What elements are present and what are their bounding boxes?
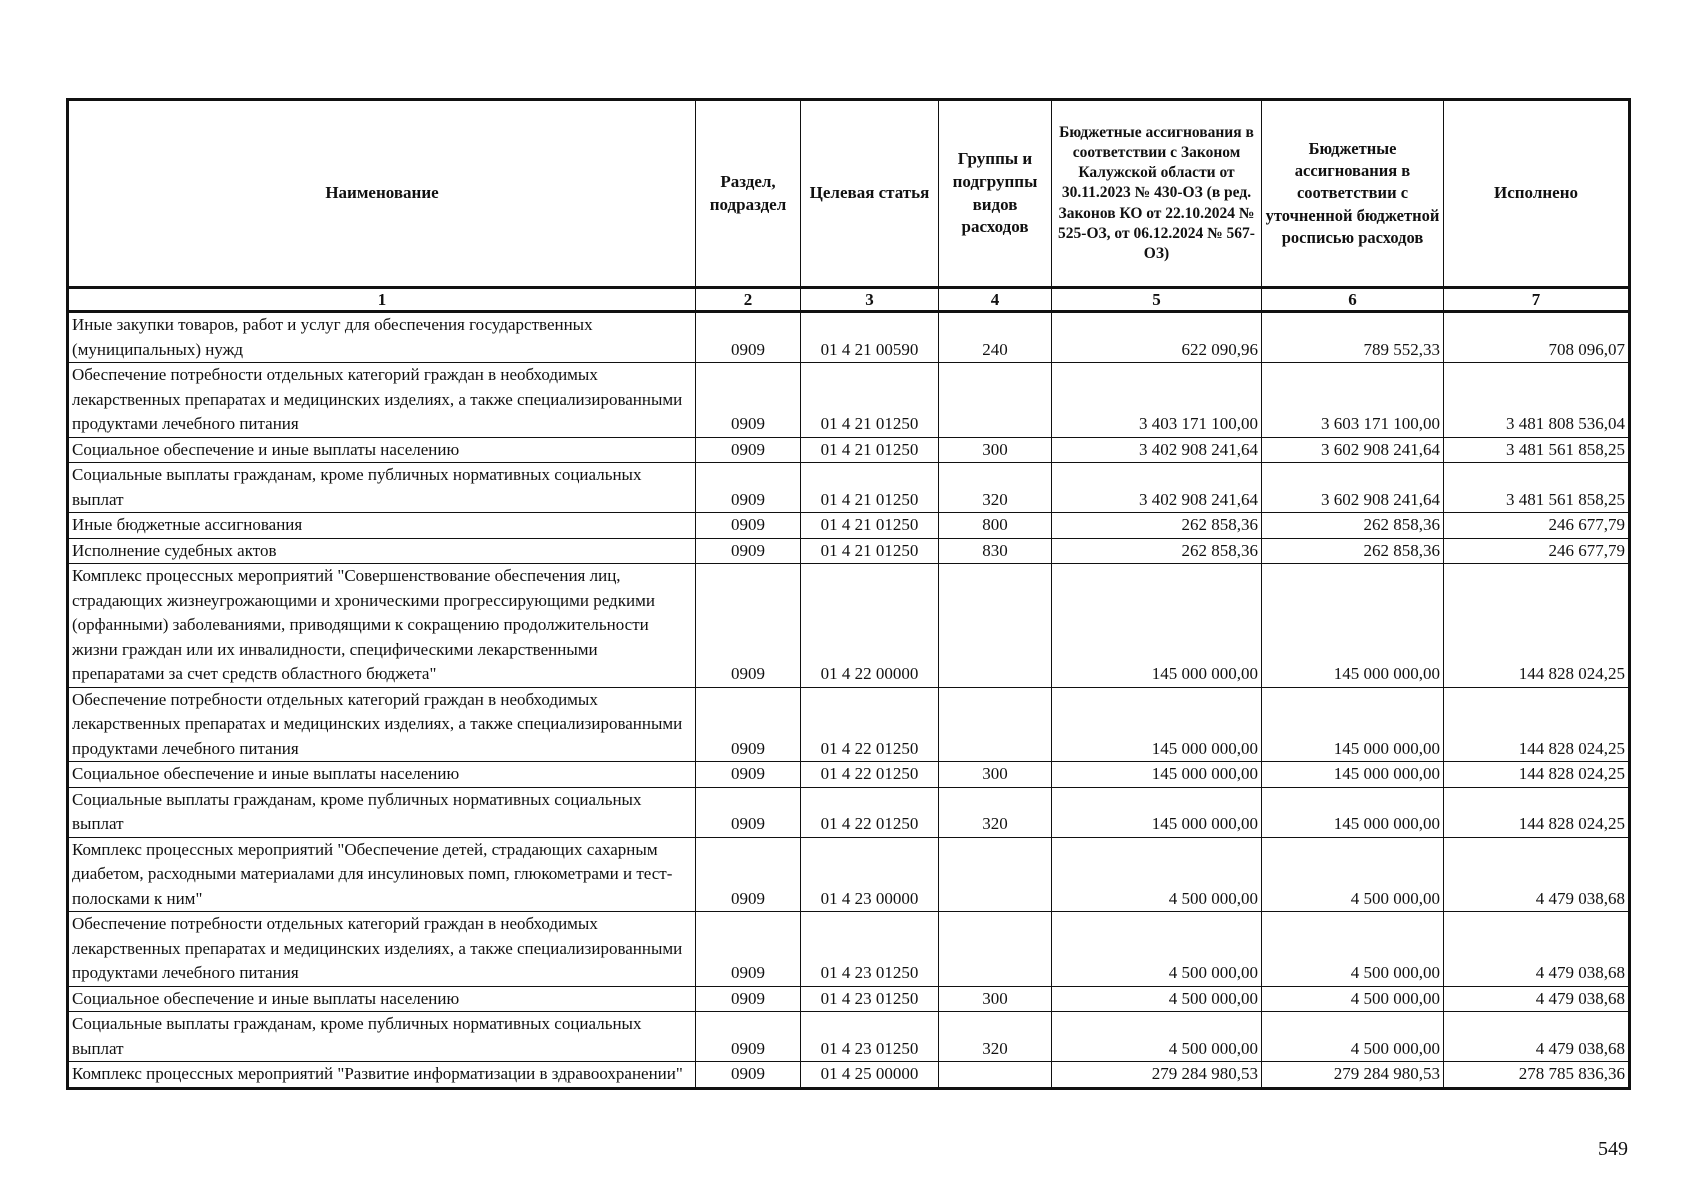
row-law-amount: 4 500 000,00 xyxy=(1052,986,1262,1012)
row-expense-group: 320 xyxy=(939,787,1052,837)
row-executed-amount: 144 828 024,25 xyxy=(1444,787,1630,837)
row-expense-group xyxy=(939,564,1052,688)
row-target-article: 01 4 23 01250 xyxy=(801,912,939,987)
row-law-amount: 145 000 000,00 xyxy=(1052,762,1262,788)
row-target-article: 01 4 23 01250 xyxy=(801,1012,939,1062)
row-name: Обеспечение потребности отдельных категорий граждан в необходимых лекарственных препаратах и медицинских изделиях, а также специализированными продуктами лечебного питания xyxy=(68,912,696,987)
row-law-amount: 4 500 000,00 xyxy=(1052,912,1262,987)
row-executed-amount: 144 828 024,25 xyxy=(1444,564,1630,688)
row-expense-group: 300 xyxy=(939,762,1052,788)
row-name: Социальное обеспечение и иные выплаты населению xyxy=(68,986,696,1012)
row-target-article: 01 4 22 00000 xyxy=(801,564,939,688)
row-section: 0909 xyxy=(696,1062,801,1089)
row-section: 0909 xyxy=(696,1012,801,1062)
row-refined-amount: 145 000 000,00 xyxy=(1262,787,1444,837)
row-target-article: 01 4 21 01250 xyxy=(801,538,939,564)
table-row xyxy=(68,363,1630,438)
row-section: 0909 xyxy=(696,437,801,463)
table-row xyxy=(68,1012,1630,1062)
row-refined-amount: 145 000 000,00 xyxy=(1262,687,1444,762)
row-target-article: 01 4 21 01250 xyxy=(801,363,939,438)
row-executed-amount: 4 479 038,68 xyxy=(1444,912,1630,987)
row-executed-amount: 4 479 038,68 xyxy=(1444,986,1630,1012)
table-row xyxy=(68,986,1630,1012)
row-name: Иные закупки товаров, работ и услуг для обеспечения государственных (муниципальных) нужд xyxy=(68,312,696,363)
row-name: Социальные выплаты гражданам, кроме публичных нормативных социальных выплат xyxy=(68,787,696,837)
row-law-amount: 145 000 000,00 xyxy=(1052,564,1262,688)
column-number: 2 xyxy=(696,288,801,312)
header-expense-groups: Группы и подгруппы видов расходов xyxy=(939,100,1052,288)
row-expense-group: 320 xyxy=(939,1012,1052,1062)
table-body xyxy=(68,312,1630,1089)
header-refined-allocations: Бюджетные ассигнования в соответствии с уточненной бюджетной росписью расходов xyxy=(1262,100,1444,288)
row-target-article: 01 4 21 01250 xyxy=(801,513,939,539)
row-law-amount: 262 858,36 xyxy=(1052,513,1262,539)
row-target-article: 01 4 21 01250 xyxy=(801,463,939,513)
row-refined-amount: 3 603 171 100,00 xyxy=(1262,363,1444,438)
row-target-article: 01 4 21 00590 xyxy=(801,312,939,363)
row-target-article: 01 4 22 01250 xyxy=(801,762,939,788)
row-name: Комплекс процессных мероприятий "Обеспечение детей, страдающих сахарным диабетом, расходными материалами для инсулиновых помп, глюкометрами и тест-полосками к ним" xyxy=(68,837,696,912)
row-name: Социальные выплаты гражданам, кроме публичных нормативных социальных выплат xyxy=(68,463,696,513)
row-executed-amount: 144 828 024,25 xyxy=(1444,762,1630,788)
row-refined-amount: 145 000 000,00 xyxy=(1262,564,1444,688)
row-section: 0909 xyxy=(696,912,801,987)
row-refined-amount: 4 500 000,00 xyxy=(1262,986,1444,1012)
table-header xyxy=(68,100,1630,312)
row-law-amount: 4 500 000,00 xyxy=(1052,837,1262,912)
column-number: 4 xyxy=(939,288,1052,312)
budget-table xyxy=(66,98,1631,1090)
row-executed-amount: 144 828 024,25 xyxy=(1444,687,1630,762)
row-target-article: 01 4 23 00000 xyxy=(801,837,939,912)
column-number: 1 xyxy=(68,288,696,312)
row-refined-amount: 279 284 980,53 xyxy=(1262,1062,1444,1089)
table-row xyxy=(68,312,1630,363)
row-name: Обеспечение потребности отдельных категорий граждан в необходимых лекарственных препаратах и медицинских изделиях, а также специализированными продуктами лечебного питания xyxy=(68,363,696,438)
row-expense-group: 800 xyxy=(939,513,1052,539)
row-executed-amount: 3 481 561 858,25 xyxy=(1444,463,1630,513)
row-executed-amount: 4 479 038,68 xyxy=(1444,837,1630,912)
row-section: 0909 xyxy=(696,463,801,513)
row-law-amount: 3 403 171 100,00 xyxy=(1052,363,1262,438)
row-law-amount: 145 000 000,00 xyxy=(1052,687,1262,762)
row-refined-amount: 262 858,36 xyxy=(1262,538,1444,564)
row-target-article: 01 4 23 01250 xyxy=(801,986,939,1012)
row-executed-amount: 246 677,79 xyxy=(1444,538,1630,564)
row-name: Комплекс процессных мероприятий "Совершенствование обеспечения лиц, страдающих жизнеугрожающими и хроническими прогрессирующими редкими (орфанными) заболеваниями, приводящими к сокращению продолжительности жизни граждан или их инвалидности, специфическими лекарственными препаратами за счет средств областного бюджета" xyxy=(68,564,696,688)
header-law-allocations: Бюджетные ассигнования в соответствии с Законом Калужской области от 30.11.2023 № 430-ОЗ (в ред. Законов КО от 22.10.2024 № 525-ОЗ, от 06.12.2024 № 567-ОЗ) xyxy=(1052,100,1262,288)
row-expense-group xyxy=(939,837,1052,912)
row-refined-amount: 145 000 000,00 xyxy=(1262,762,1444,788)
table-row xyxy=(68,437,1630,463)
row-law-amount: 3 402 908 241,64 xyxy=(1052,463,1262,513)
row-executed-amount: 278 785 836,36 xyxy=(1444,1062,1630,1089)
row-section: 0909 xyxy=(696,363,801,438)
row-expense-group: 300 xyxy=(939,986,1052,1012)
row-law-amount: 3 402 908 241,64 xyxy=(1052,437,1262,463)
row-executed-amount: 246 677,79 xyxy=(1444,513,1630,539)
header-name: Наименование xyxy=(68,100,696,288)
row-refined-amount: 4 500 000,00 xyxy=(1262,1012,1444,1062)
page-number: 549 xyxy=(1598,1138,1628,1160)
table-row xyxy=(68,837,1630,912)
table-row xyxy=(68,463,1630,513)
row-executed-amount: 3 481 808 536,04 xyxy=(1444,363,1630,438)
row-refined-amount: 262 858,36 xyxy=(1262,513,1444,539)
row-name: Социальное обеспечение и иные выплаты населению xyxy=(68,437,696,463)
row-refined-amount: 4 500 000,00 xyxy=(1262,837,1444,912)
row-executed-amount: 3 481 561 858,25 xyxy=(1444,437,1630,463)
table-row xyxy=(68,513,1630,539)
row-executed-amount: 708 096,07 xyxy=(1444,312,1630,363)
header-target-article: Целевая статья xyxy=(801,100,939,288)
row-name: Иные бюджетные ассигнования xyxy=(68,513,696,539)
row-section: 0909 xyxy=(696,787,801,837)
column-number: 5 xyxy=(1052,288,1262,312)
table-row xyxy=(68,1062,1630,1089)
row-expense-group: 320 xyxy=(939,463,1052,513)
row-section: 0909 xyxy=(696,837,801,912)
row-executed-amount: 4 479 038,68 xyxy=(1444,1012,1630,1062)
column-number: 7 xyxy=(1444,288,1630,312)
table-row xyxy=(68,564,1630,688)
row-name: Социальное обеспечение и иные выплаты населению xyxy=(68,762,696,788)
column-number: 6 xyxy=(1262,288,1444,312)
row-section: 0909 xyxy=(696,564,801,688)
row-section: 0909 xyxy=(696,513,801,539)
row-target-article: 01 4 22 01250 xyxy=(801,787,939,837)
row-law-amount: 262 858,36 xyxy=(1052,538,1262,564)
row-expense-group xyxy=(939,687,1052,762)
row-refined-amount: 789 552,33 xyxy=(1262,312,1444,363)
row-target-article: 01 4 25 00000 xyxy=(801,1062,939,1089)
row-section: 0909 xyxy=(696,538,801,564)
header-section: Раздел, подраздел xyxy=(696,100,801,288)
row-expense-group: 830 xyxy=(939,538,1052,564)
row-refined-amount: 3 602 908 241,64 xyxy=(1262,437,1444,463)
row-name: Исполнение судебных актов xyxy=(68,538,696,564)
row-section: 0909 xyxy=(696,687,801,762)
row-name: Социальные выплаты гражданам, кроме публичных нормативных социальных выплат xyxy=(68,1012,696,1062)
row-refined-amount: 4 500 000,00 xyxy=(1262,912,1444,987)
row-law-amount: 622 090,96 xyxy=(1052,312,1262,363)
row-expense-group xyxy=(939,363,1052,438)
table-row xyxy=(68,912,1630,987)
row-law-amount: 145 000 000,00 xyxy=(1052,787,1262,837)
row-expense-group: 240 xyxy=(939,312,1052,363)
row-law-amount: 279 284 980,53 xyxy=(1052,1062,1262,1089)
table-row xyxy=(68,687,1630,762)
row-section: 0909 xyxy=(696,762,801,788)
row-expense-group xyxy=(939,1062,1052,1089)
row-section: 0909 xyxy=(696,312,801,363)
row-target-article: 01 4 21 01250 xyxy=(801,437,939,463)
table-row xyxy=(68,538,1630,564)
column-number: 3 xyxy=(801,288,939,312)
header-executed: Исполнено xyxy=(1444,100,1630,288)
row-name: Обеспечение потребности отдельных категорий граждан в необходимых лекарственных препаратах и медицинских изделиях, а также специализированными продуктами лечебного питания xyxy=(68,687,696,762)
row-target-article: 01 4 22 01250 xyxy=(801,687,939,762)
row-name: Комплекс процессных мероприятий "Развитие информатизации в здравоохранении" xyxy=(68,1062,696,1089)
row-law-amount: 4 500 000,00 xyxy=(1052,1012,1262,1062)
row-section: 0909 xyxy=(696,986,801,1012)
row-expense-group: 300 xyxy=(939,437,1052,463)
row-refined-amount: 3 602 908 241,64 xyxy=(1262,463,1444,513)
table-row xyxy=(68,787,1630,837)
row-expense-group xyxy=(939,912,1052,987)
table-row xyxy=(68,762,1630,788)
